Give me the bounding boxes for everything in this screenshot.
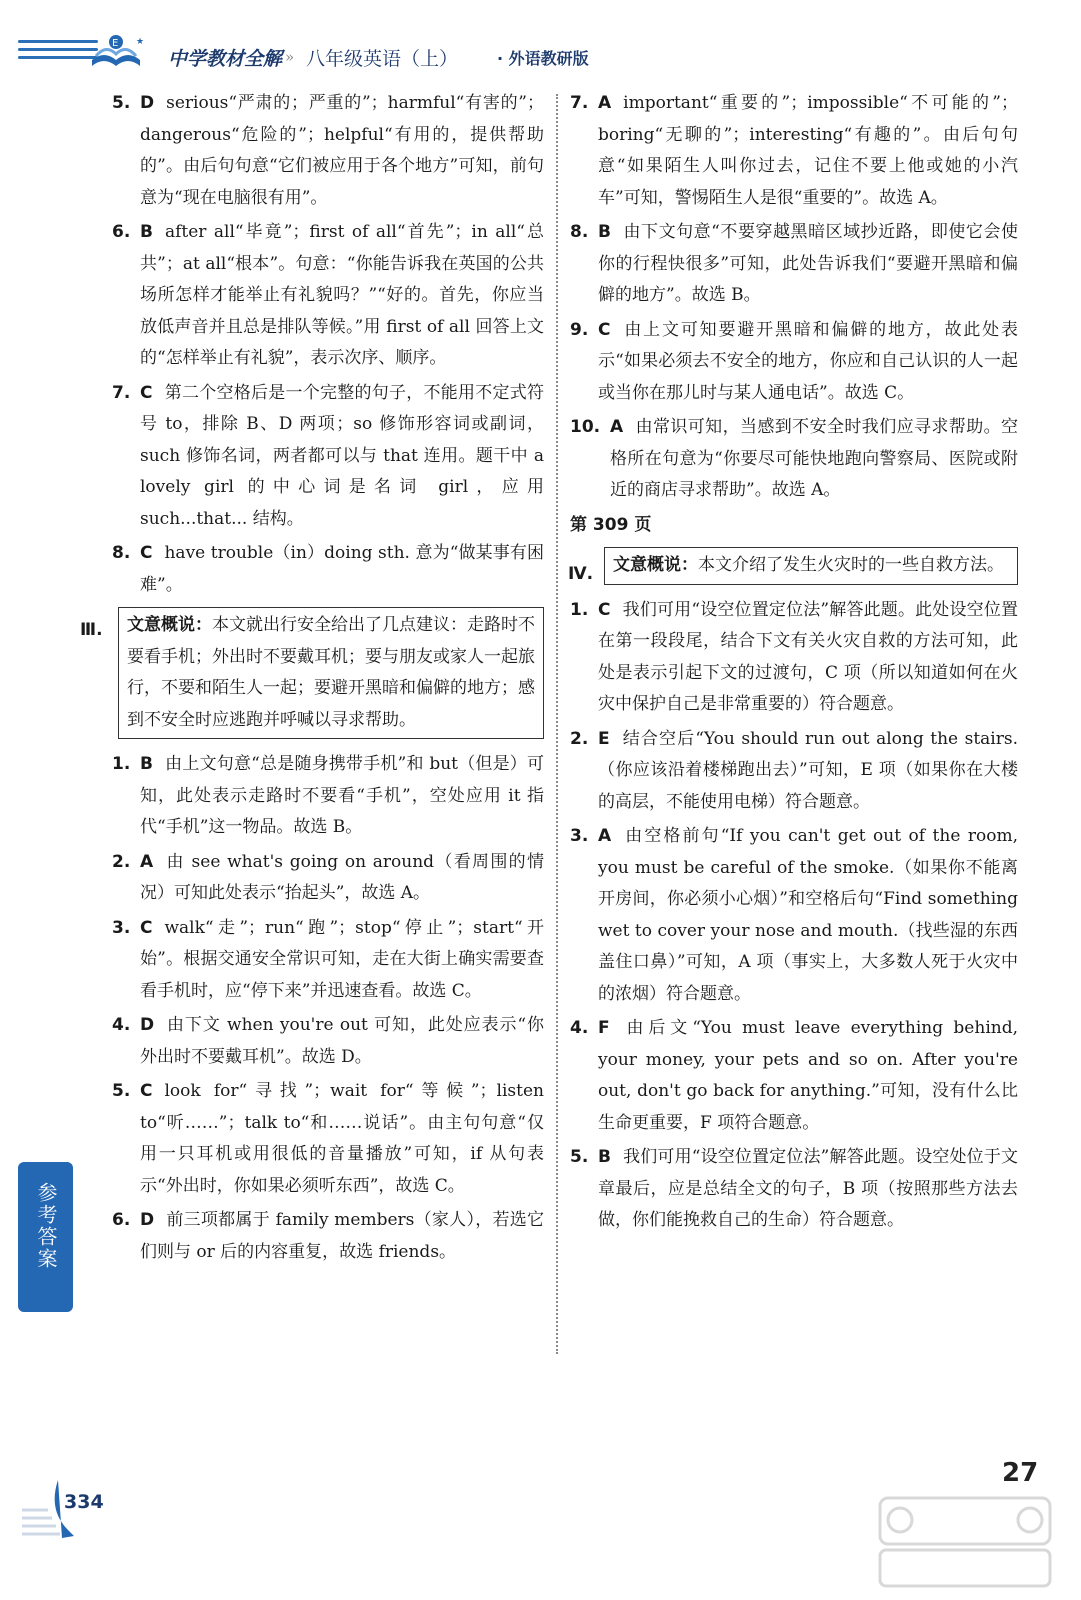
- item-explanation: 由上文可知要避开黑暗和偏僻的地方，故此处表示“如果必须去不安全的地方，你应和自己认识的人一起或当你在那儿时与某人通电话”。故选 C。: [598, 319, 1018, 403]
- answer-item: [570, 315, 1018, 410]
- item-number: 8.: [570, 222, 589, 242]
- left-column: [80, 88, 544, 1271]
- corner-decoration-icon: [18, 1470, 128, 1560]
- item-number: 7.: [112, 382, 131, 403]
- item-number: 3.: [570, 826, 589, 846]
- section-4-roman: Ⅳ.: [568, 564, 594, 584]
- header-arrow-icon: »: [285, 48, 295, 66]
- item-number: 7.: [570, 93, 589, 113]
- item-explanation: look for“寻找”；wait for“等候”；listen to“听……”；talk to“和……说话”。由主句句意“仅用一只耳机或用很低的音量播放”可知，if 从句表示“外出时，你如果必须听东西”，故选 C。: [140, 1081, 544, 1196]
- item-answer: C: [598, 599, 611, 620]
- answer-item: [570, 1013, 1018, 1139]
- answer-item: [570, 412, 1018, 507]
- answer-item: [112, 847, 544, 910]
- item-number: 3.: [112, 917, 131, 938]
- item-explanation: 由常识可知，当感到不安全时我们应寻求帮助。空格所在句意为“你要尽可能快地跑向警察局、医院或附近的商店寻求帮助”。故选 A。: [610, 417, 1018, 500]
- item-answer: B: [140, 754, 153, 774]
- answer-item: [112, 1010, 544, 1073]
- section-4-summary: [604, 547, 1018, 585]
- item-number: 6.: [112, 222, 131, 242]
- answer-item: [570, 217, 1018, 312]
- item-answer: A: [598, 93, 612, 113]
- item-number: 10.: [570, 417, 601, 437]
- item-explanation: 我们可用“设空位置定位法”解答此题。设空处位于文章最后，应是总结全文的句子，B 项（按照那些方法去做，你们能挽救自己的生命）符合题意。: [598, 1147, 1018, 1230]
- summary-label: 文意概说：: [127, 615, 212, 635]
- item-explanation: 结合空后“You should run out along the stairs.（你应该沿着楼梯跑出去）”可知，E 项（如果你在大楼的高层，不能使用电梯）符合题意。: [598, 728, 1018, 812]
- right-column: [570, 88, 1018, 1240]
- item-answer: C: [140, 543, 153, 563]
- header-brand: 中学教材全解: [168, 48, 283, 70]
- item-explanation: 第二个空格后是一个完整的句子，不能用不定式符号 to，排除 B、D 两项；so 修饰形容词或副词，such 修饰名词，两者都可以与 that 连用。题干中 a lovely girl 的中心词是名词 girl，应用 such...that... 结构。: [140, 382, 544, 529]
- watermark-logo-icon: [870, 1484, 1060, 1594]
- header-decoration-lines: [18, 40, 98, 64]
- header-edition: · 外语教研版: [497, 49, 589, 68]
- answer-item: [570, 595, 1018, 721]
- page-header: [0, 0, 1081, 80]
- page-number: 334: [64, 1491, 104, 1513]
- item-explanation: 我们可用“设空位置定位法”解答此题。此处设空位置在第一段段尾，结合下文有关火灾自救的方法可知，此处是表示引起下文的过渡句，C 项（所以知道如何在火灾中保护自己是非常重要的）符合题意。: [598, 599, 1018, 714]
- item-answer: A: [610, 417, 624, 437]
- item-explanation: 由 see what's going on around（看周围的情况）可知此处表示“抬起头”，故选 A。: [140, 851, 544, 903]
- answer-item: [112, 217, 544, 375]
- answer-item: [570, 88, 1018, 214]
- item-answer: B: [140, 222, 153, 242]
- item-explanation: serious“严肃的；严重的”；harmful“有害的”；dangerous“危险的”；helpful“有用的，提供帮助的”。由后句句意“它们被应用于各个地方”可知，前句意为“现在电脑很有用”。: [140, 93, 544, 208]
- item-explanation: have trouble（in）doing sth. 意为“做某事有困难”。: [140, 543, 544, 595]
- item-number: 5.: [112, 1081, 131, 1101]
- item-answer: C: [140, 1081, 153, 1101]
- item-number: 4.: [570, 1018, 589, 1038]
- corner-number: 27: [1002, 1458, 1039, 1488]
- answer-item: [112, 749, 544, 844]
- item-number: 5.: [570, 1147, 589, 1167]
- summary-text: 本文就出行安全给出了几点建议：走路时不要看手机；外出时不要戴耳机；要与朋友或家人一起旅行，不要和陌生人一起；要避开黑暗和偏僻的地方；感到不安全时应逃跑并呼喊以寻求帮助。: [127, 615, 535, 730]
- item-answer: C: [598, 319, 611, 340]
- item-explanation: 前三项都属于 family members（家人），若选它们则与 or 后的内容重复，故选 friends。: [140, 1210, 544, 1262]
- item-number: 5.: [112, 93, 131, 113]
- answer-item: [112, 88, 544, 214]
- side-tab-answers: [18, 1162, 73, 1312]
- answer-item: [570, 1142, 1018, 1237]
- answer-item: [570, 821, 1018, 1010]
- item-answer: B: [598, 1147, 611, 1167]
- side-tab-label: 参考答案: [34, 1182, 58, 1270]
- book-logo-icon: [88, 30, 144, 72]
- section-3-summary: [118, 607, 544, 739]
- header-book-title: 八年级英语（上）: [306, 48, 459, 70]
- item-explanation: 由空格前句“If you can't get out of the room, you must be careful of the smoke.（如果你不能离开房间，你必须小心烟）”和空格后句“Find something wet to cover your nose and mouth.（找些湿的东西盖住口鼻）”可知，A 项（事实上，大多数人死于火灾中的浓烟）符合题意。: [598, 826, 1018, 1004]
- item-answer: D: [140, 1210, 155, 1230]
- item-explanation: 由后文“You must leave everything behind, your money, your pets and so on. After you're out, don't go back for anything.”可知，没有什么比生命更重要，F 项符合题意。: [598, 1018, 1018, 1133]
- item-number: 2.: [570, 728, 589, 749]
- section-4: [570, 547, 1018, 585]
- svg-text:★: ★: [136, 37, 144, 47]
- summary-label: 文意概说：: [613, 555, 698, 575]
- answer-item: [112, 378, 544, 536]
- item-answer: C: [140, 917, 153, 938]
- item-number: 9.: [570, 319, 589, 340]
- item-answer: A: [598, 826, 612, 846]
- item-number: 1.: [570, 599, 589, 620]
- answer-item: [112, 538, 544, 601]
- section-3: [80, 607, 544, 739]
- item-answer: D: [140, 1015, 155, 1035]
- item-number: 8.: [112, 543, 131, 563]
- item-explanation: 由下文 when you're out 可知，此处应表示“你外出时不要戴耳机”。故选 D。: [140, 1015, 544, 1067]
- section-3-roman: Ⅲ.: [80, 620, 103, 640]
- summary-text: 本文介绍了发生火灾时的一些自救方法。: [698, 555, 1004, 575]
- page-reference: 第 309 页: [570, 514, 652, 535]
- item-answer: C: [140, 382, 153, 403]
- item-answer: D: [140, 93, 155, 113]
- answer-item: [112, 1076, 544, 1202]
- svg-text:E: E: [112, 38, 119, 49]
- item-number: 1.: [112, 754, 131, 774]
- item-explanation: 由下文句意“不要穿越黑暗区域抄近路，即使它会使你的行程快很多”可知，此处告诉我们“要避开黑暗和偏僻的地方”。故选 B。: [598, 222, 1018, 305]
- item-explanation: after all“毕竟”；first of all“首先”；in all“总共”；at all“根本”。句意：“你能告诉我在英国的公共场所怎样才能举止有礼貌吗？”“好的。首先，你应当放低声音并且总是排队等候。”用 first of all 回答上文的“怎样举止有礼貌”，表示次序、顺序。: [140, 222, 544, 368]
- item-number: 2.: [112, 851, 131, 872]
- item-explanation: important“重要的”；impossible“不可能的”；boring“无聊的”；interesting“有趣的”。由后句句意“如果陌生人叫你过去，记住不要上他或她的小汽车”可知，警惕陌生人是很“重要的”。故选 A。: [598, 93, 1018, 208]
- answer-item: [570, 724, 1018, 819]
- item-number: 6.: [112, 1210, 131, 1230]
- item-answer: A: [140, 851, 154, 872]
- answer-item: [112, 1205, 544, 1268]
- item-answer: F: [598, 1018, 610, 1038]
- item-number: 4.: [112, 1015, 131, 1035]
- item-answer: B: [598, 222, 611, 242]
- item-explanation: 由上文句意“总是随身携带手机”和 but（但是）可知，此处表示走路时不要看“手机”，空处应用 it 指代“手机”这一物品。故选 B。: [140, 754, 544, 837]
- item-answer: E: [598, 728, 610, 749]
- item-explanation: walk“走”；run“跑”；stop“停止”；start“开始”。根据交通安全常识可知，走在大街上确实需要查看手机时，应“停下来”并迅速查看。故选 C。: [140, 917, 544, 1001]
- answer-item: [112, 913, 544, 1008]
- column-divider: [556, 94, 558, 1354]
